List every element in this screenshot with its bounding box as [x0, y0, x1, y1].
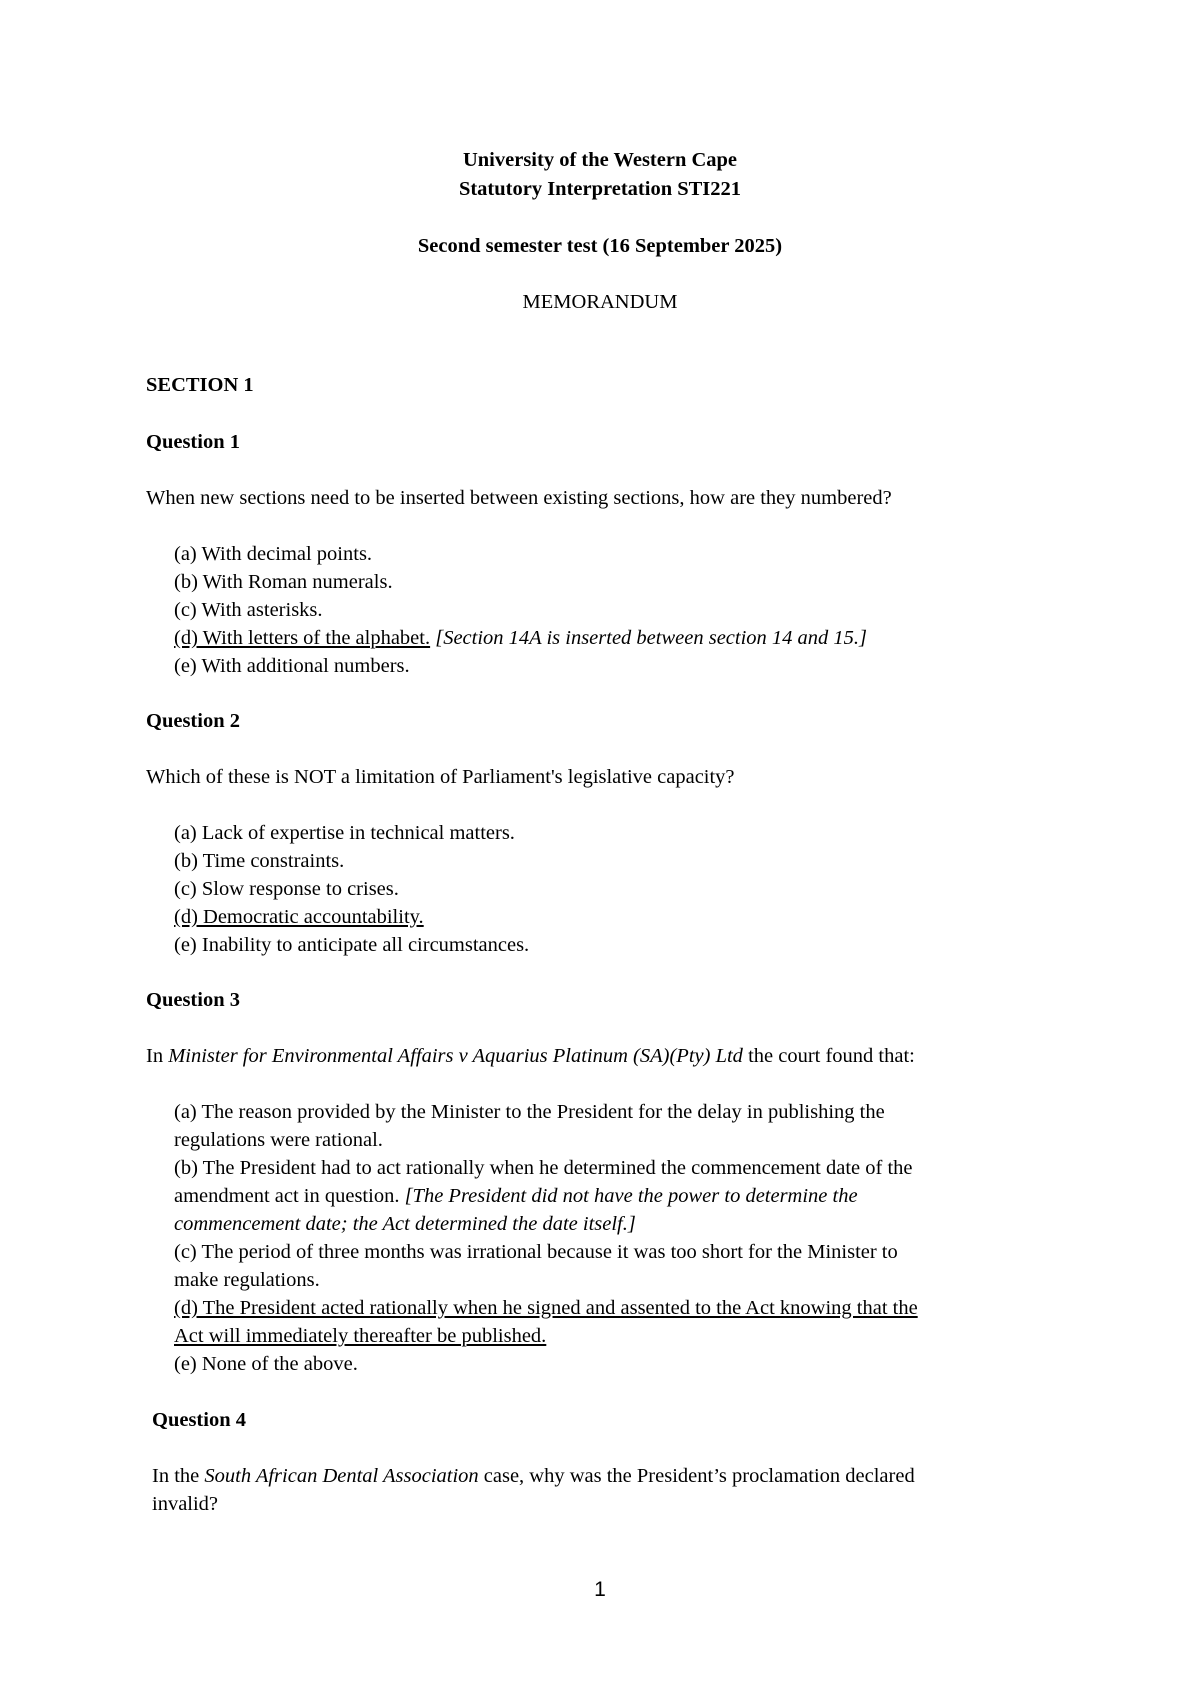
q1-option-d [174, 625, 867, 652]
q2-option-b: (b) Time constraints. [174, 850, 345, 872]
q3-case-name: Minister for Environmental Affairs v Aquarius Platinum (SA)(Pty) Ltd [168, 1045, 743, 1067]
q2-correct-answer: (d) Democratic accountability. [174, 906, 424, 928]
q3-prompt-post: the court found that: [742, 1045, 915, 1067]
q3-correct-answer-line2: Act will immediately thereafter be published. [174, 1325, 547, 1347]
test-title: Second semester test (16 September 2025) [417, 235, 783, 257]
q1-correct-answer: (d) With letters of the alphabet. [174, 627, 431, 649]
section-heading: SECTION 1 [146, 374, 254, 396]
course-title: Statutory Interpretation STI221 [458, 178, 742, 200]
question-1-prompt: When new sections need to be inserted between existing sections, how are they numbered? [146, 487, 892, 509]
q1-option-e: (e) With additional numbers. [174, 655, 410, 677]
q3-option-c-line1: (c) The period of three months was irrational because it was too short for the Minister to [174, 1241, 898, 1263]
q3-prompt-pre: In [146, 1045, 169, 1067]
q3-option-c-line2: make regulations. [174, 1269, 320, 1291]
q3-option-e: (e) None of the above. [174, 1353, 358, 1375]
question-3-prompt [146, 1043, 915, 1070]
university-title: University of the Western Cape [462, 149, 738, 171]
q3-option-b-line2 [174, 1183, 858, 1210]
question-3-title: Question 3 [146, 989, 240, 1011]
q3-option-a-line1: (a) The reason provided by the Minister to the President for the delay in publishing the [174, 1101, 885, 1123]
question-4-prompt-line2: invalid? [152, 1493, 219, 1515]
q2-option-e: (e) Inability to anticipate all circumstances. [174, 934, 530, 956]
q1-answer-note: [Section 14A is inserted between section 14 and 15.] [430, 627, 868, 649]
q3-option-b-note: [The President did not have the power to determine the [399, 1185, 858, 1207]
memorandum-title: MEMORANDUM [522, 291, 678, 313]
question-1-title: Question 1 [146, 431, 240, 453]
q2-option-c: (c) Slow response to crises. [174, 878, 399, 900]
q3-option-a-line2: regulations were rational. [174, 1129, 383, 1151]
q3-option-b-text: amendment act in question. [174, 1185, 400, 1207]
question-4-title: Question 4 [152, 1409, 246, 1431]
question-2-title: Question 2 [146, 710, 240, 732]
q1-option-c: (c) With asterisks. [174, 599, 323, 621]
q3-option-b-note-line2: commencement date; the Act determined the date itself.] [174, 1213, 636, 1235]
q3-option-b-line1: (b) The President had to act rationally when he determined the commencement date of the [174, 1157, 913, 1179]
q2-option-a: (a) Lack of expertise in technical matters. [174, 822, 515, 844]
question-4-prompt [152, 1463, 915, 1490]
q1-option-a: (a) With decimal points. [174, 543, 373, 565]
q4-prompt-pre: In the [152, 1465, 205, 1487]
q4-prompt-post: case, why was the President’s proclamation declared [478, 1465, 915, 1487]
q1-option-b: (b) With Roman numerals. [174, 571, 393, 593]
question-2-prompt: Which of these is NOT a limitation of Parliament's legislative capacity? [146, 766, 735, 788]
q3-correct-answer-line1: (d) The President acted rationally when he signed and assented to the Act knowing that the [174, 1297, 918, 1319]
q4-case-name: South African Dental Association [204, 1465, 479, 1487]
q2-option-d [174, 904, 424, 931]
page-number: 1 [594, 1578, 606, 1601]
